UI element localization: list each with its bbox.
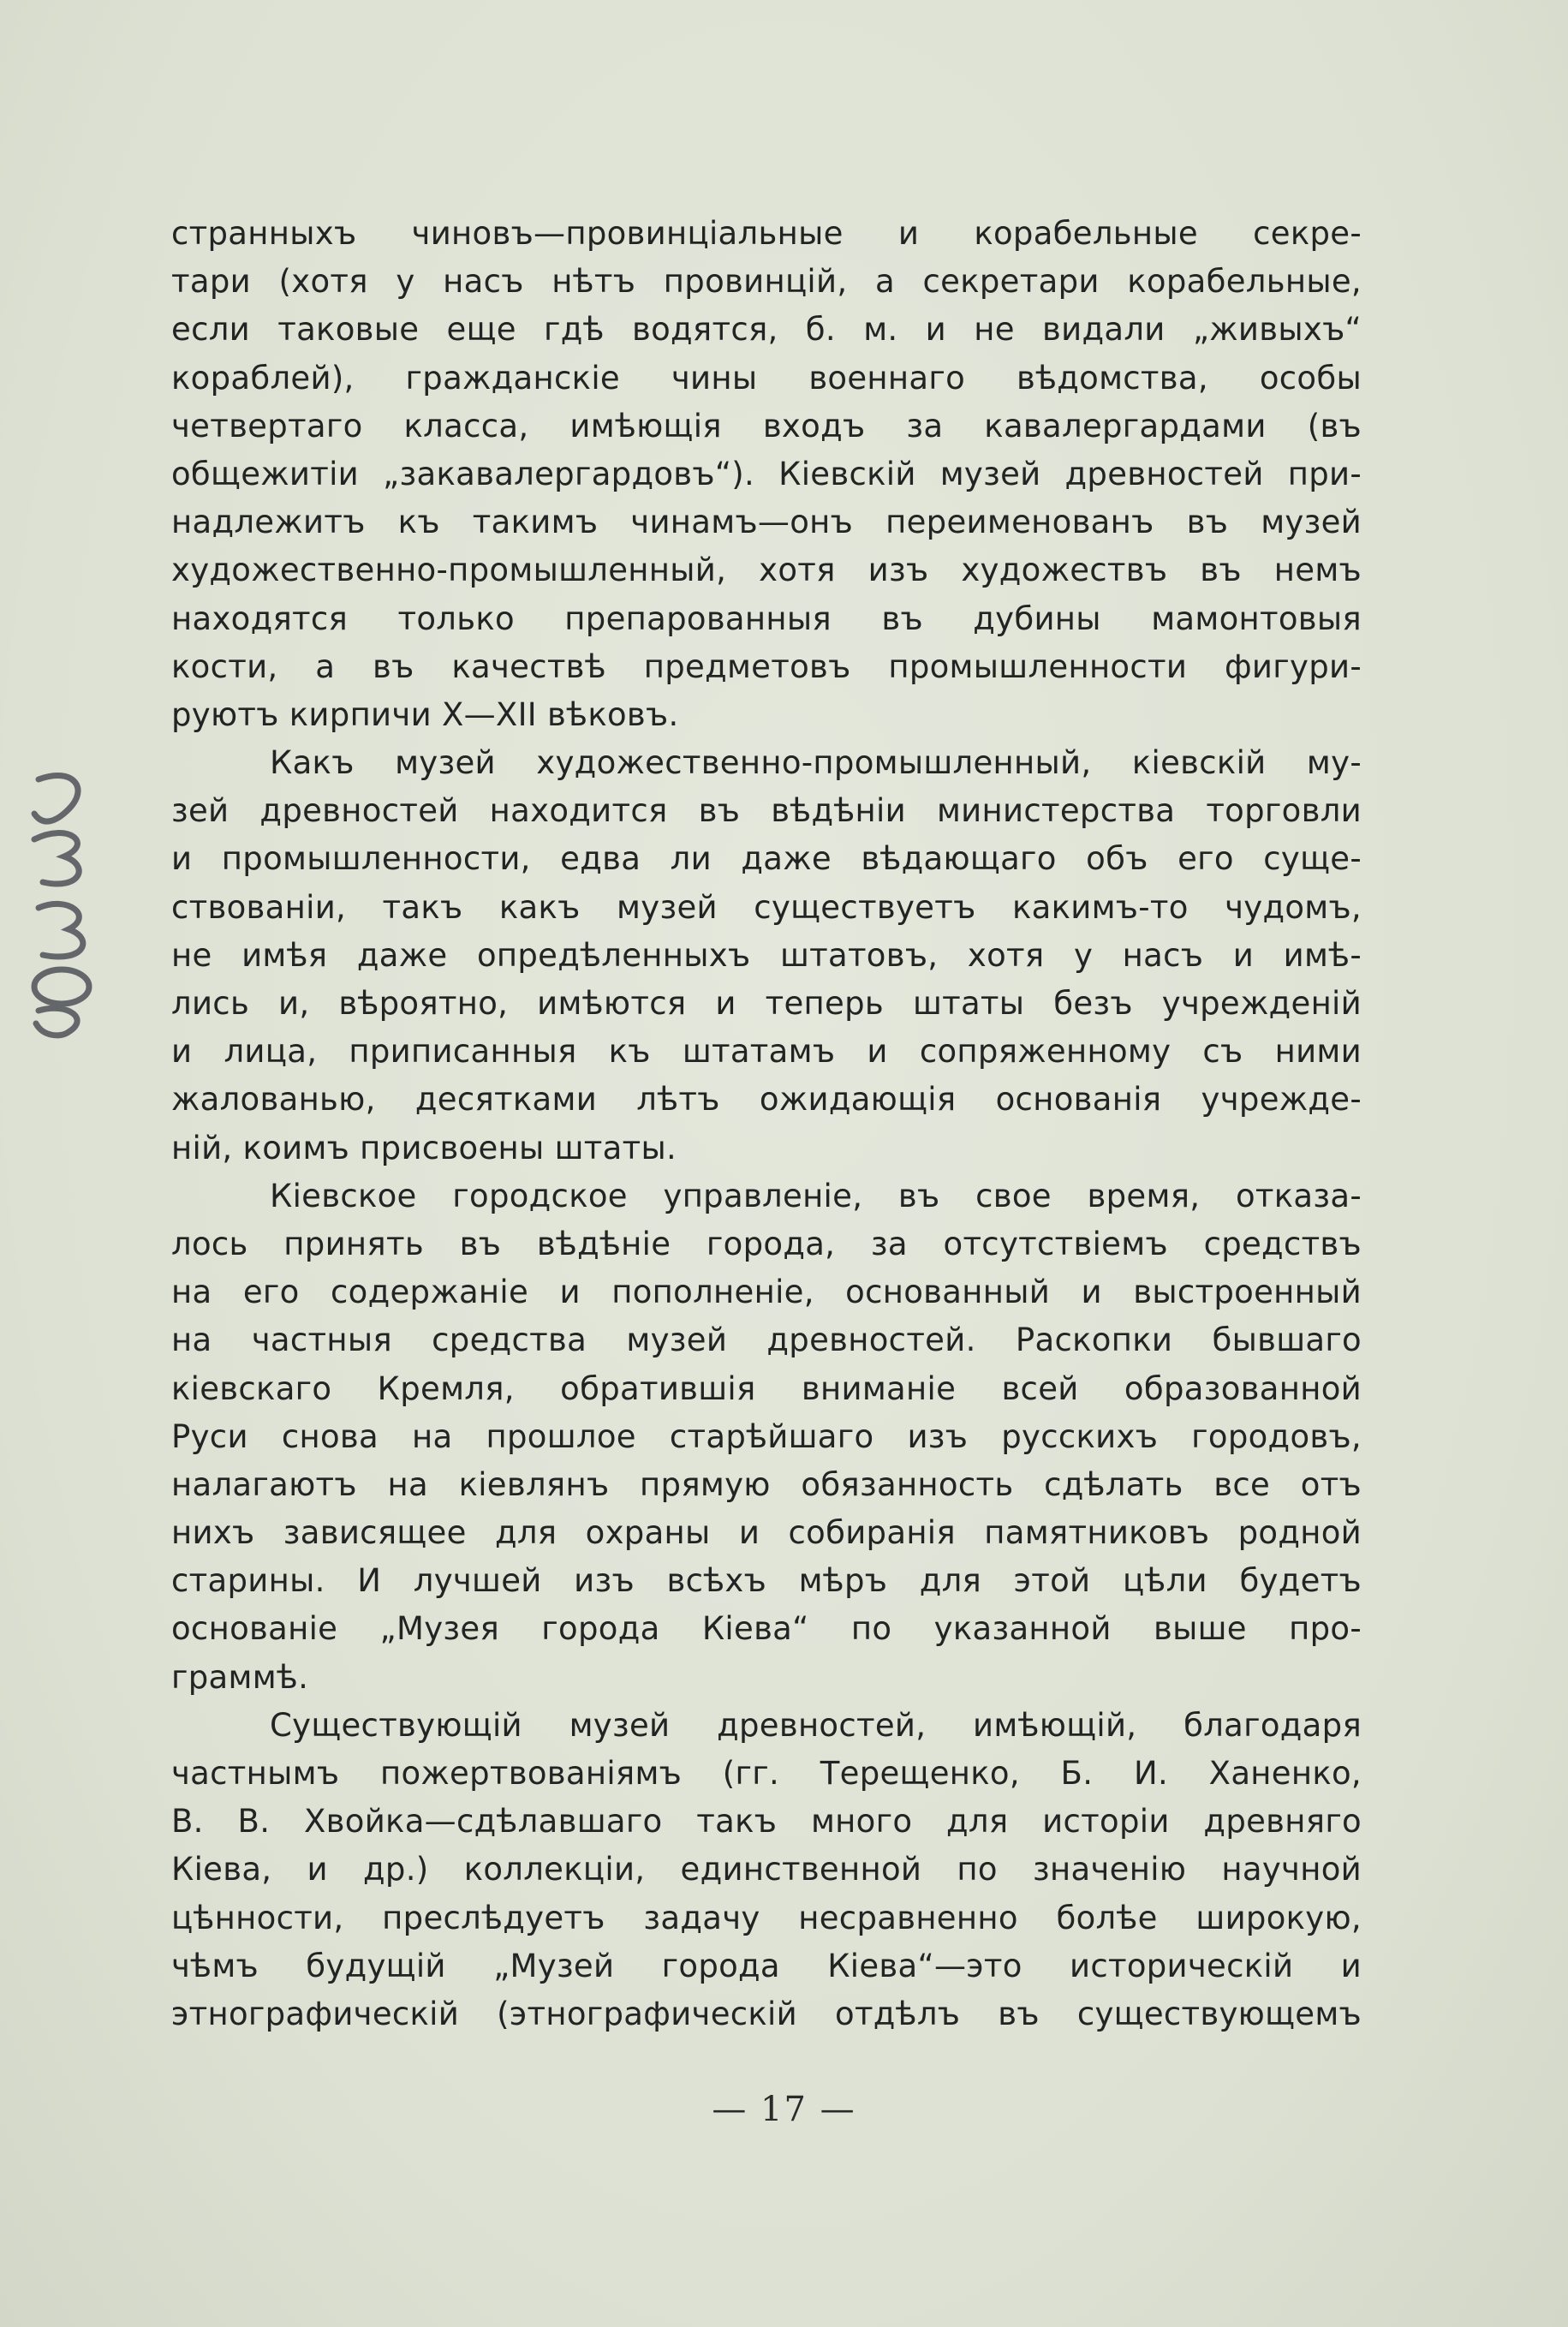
text-line: общежитіи „закавалергардовъ“). Кіевскій музей древностей при- [171,455,1362,492]
text-line: руютъ кирпичи X—XII вѣковъ. [171,695,679,733]
text-line: основаніе „Музея города Кіева“ по указанной выше про- [171,1610,1362,1648]
text-line: старины. И лучшей изъ всѣхъ мѣръ для этой цѣли будетъ [171,1562,1362,1600]
text-line: этнографическій (этнографическій отдѣлъ въ существующемъ [171,1995,1362,2032]
text-line: частнымъ пожертвованіямъ (гг. Терещенко, Б. И. Ханенко, [171,1755,1362,1792]
text-line: Кіева, и др.) коллекціи, единственной по значенію научной [171,1851,1362,1888]
text-line: и лица, приписанныя къ штатамъ и сопряженному съ ними [171,1033,1362,1071]
text-line: нихъ зависящее для охраны и собиранія памятниковъ родной [171,1514,1362,1552]
body-text [171,210,1362,2038]
text-line: художественно-промышленный, хотя изъ художествъ въ немъ [171,552,1362,589]
text-line: Руси снова на прошлое старѣйшаго изъ русскихъ городовъ, [171,1417,1362,1455]
text-line: странныхъ чиновъ—провинціальные и корабельные секре- [171,215,1362,252]
text-line: кораблей), гражданскіе чины военнаго вѣдомства, особы [171,359,1362,397]
text-line: Кіевское городское управленіе, въ свое время, отказа- [270,1177,1362,1214]
paragraph-4 [171,1702,1362,2038]
text-line: и промышленности, едва ли даже вѣдающаго объ его суще- [171,840,1362,878]
text-line: ствованіи, такъ какъ музей существуетъ какимъ-то чудомъ, [171,888,1362,926]
text-line: кости, а въ качествѣ предметовъ промышленности фигури- [171,647,1362,685]
text-line: Какъ музей художественно-промышленный, кіевскій му- [270,744,1362,782]
text-line: лись и, вѣроятно, имѣются и теперь штаты безъ учрежденій [171,985,1362,1022]
page-number: — 17 — [712,2090,856,2129]
text-line: находятся только препарованныя въ дубины мамонтовыя [171,600,1362,637]
text-line: не имѣя даже опредѣленныхъ штатовъ, хотя у насъ и имѣ- [171,936,1362,974]
text-line: налагаютъ на кіевлянъ прямую обязанность сдѣлать все отъ [171,1465,1362,1503]
paragraph-3 [171,1172,1362,1702]
archive-inventory-stamp [9,762,103,1045]
text-line: кіевскаго Кремля, обратившія вниманіе всей образованной [171,1369,1362,1407]
text-line: надлежитъ къ такимъ чинамъ—онъ переименованъ въ музей [171,504,1362,541]
text-line: четвертаго класса, имѣющія входъ за кавалергардами (въ [171,407,1362,445]
text-line: граммѣ. [171,1658,309,1696]
text-line: лось принять въ вѣдѣніе города, за отсутствіемъ средствъ [171,1225,1362,1262]
text-line: жалованью, десятками лѣтъ ожидающія основанія учрежде- [171,1081,1362,1119]
paragraph-2 [171,739,1362,1172]
text-line: цѣнности, преслѣдуетъ задачу несравненно болѣе широкую, [171,1899,1362,1936]
text-line: зей древностей находится въ вѣдѣніи министерства торговли [171,792,1362,830]
paragraph-1 [171,210,1362,739]
text-line: В. В. Хвойка—сдѣлавшаго такъ много для исторіи древняго [171,1803,1362,1841]
text-line: чѣмъ будущій „Музей города Кіева“—это историческій и [171,1947,1362,1984]
text-line: если таковые еще гдѣ водятся, б. м. и не видали „живыхъ“ [171,311,1362,349]
text-line: Существующій музей древностей, имѣющій, благодаря [270,1706,1362,1744]
text-line: на его содержаніе и пополненіе, основанный и выстроенный [171,1274,1362,1311]
text-line: ній, коимъ присвоены штаты. [171,1129,677,1166]
text-line: на частныя средства музей древностей. Раскопки бывшаго [171,1322,1362,1359]
text-line: тари (хотя у насъ нѣтъ провинцій, а секретари корабельные, [171,263,1362,301]
